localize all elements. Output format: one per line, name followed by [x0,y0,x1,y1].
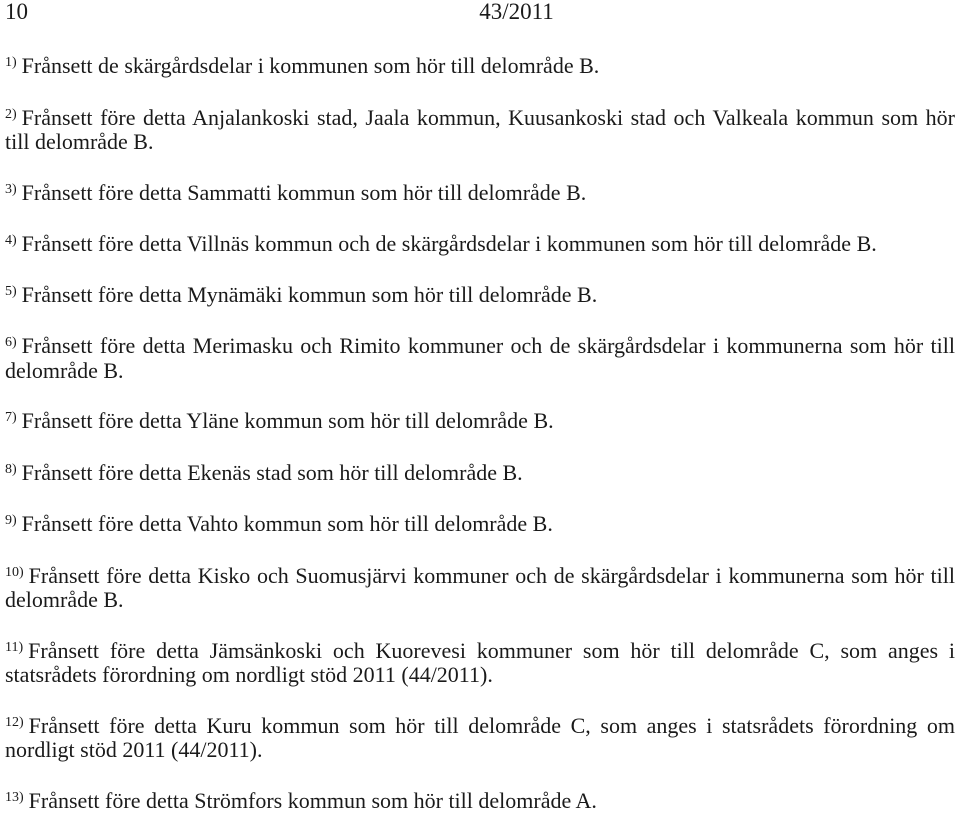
footnote-text: Frånsett före detta Kuru kommun som hör till delområde C, som anges i statsrådets förordning om nordligt stöd 2011 (44/2011). [5,712,955,762]
page-number: 10 [5,0,28,24]
footnote-13 [5,789,955,814]
footnote-10 [5,564,955,613]
footnote-text: Frånsett före detta Vahto kommun som hör till delområde B. [21,511,553,536]
footnote-marker: 12) [5,714,24,730]
footnote-marker: 10) [5,564,24,580]
footnote-9 [5,512,955,537]
footnote-marker: 13) [5,789,24,805]
footnote-marker: 3) [5,181,17,197]
footnote-marker: 6) [5,335,17,350]
footnote-11 [5,639,955,688]
document-number: 43/2011 [479,0,554,24]
footnote-marker: 8) [5,461,17,477]
footnote-text: Frånsett före detta Strömfors kommun som hör till delområde A. [28,787,597,813]
footnote-5 [5,283,955,308]
footnote-marker: 11) [5,639,24,655]
footnote-marker: 4) [5,233,17,248]
footnote-1 [5,54,955,79]
footnote-7 [5,409,955,434]
footnote-2 [5,106,955,155]
footnote-text: Frånsett före detta Ekenäs stad som hör till delområde B. [21,459,523,485]
footnote-text: Frånsett före detta Merimasku och Rimito kommuner och de skärgårdsdelar i kommunerna som hör till delområde B. [5,333,955,383]
footnote-marker: 5) [5,283,17,299]
footnote-marker: 2) [5,106,17,122]
footnote-text: Frånsett före detta Sammatti kommun som hör till delområde B. [21,179,587,205]
footnote-text: Frånsett de skärgårdsdelar i kommunen som hör till delområde B. [21,53,600,78]
footnote-text: Frånsett före detta Jämsänkoski och Kuorevesi kommuner som hör till delområde C, som anges i statsrådets förordning om nordligt stöd 2011 (44/2011). [5,637,955,687]
footnote-3 [5,181,955,206]
footnote-text: Frånsett före detta Yläne kommun som hör till delområde B. [21,408,554,433]
footnote-text: Frånsett före detta Anjalankoski stad, Jaala kommun, Kuusankoski stad och Valkeala kommun som hör till delområde B. [5,104,955,154]
footnote-text: Frånsett före detta Mynämäki kommun som hör till delområde B. [21,281,598,307]
footnote-list [5,54,955,840]
page-header [0,0,959,30]
footnote-8 [5,461,955,486]
footnote-marker: 9) [5,513,17,528]
footnote-12 [5,714,955,763]
footnote-marker: 7) [5,410,17,425]
footnote-text: Frånsett före detta Villnäs kommun och de skärgårdsdelar i kommunen som hör till delområde B. [21,231,877,256]
footnote-6 [5,334,955,383]
footnote-4 [5,232,955,257]
footnote-marker: 1) [5,55,17,70]
footnote-text: Frånsett före detta Kisko och Suomusjärvi kommuner och de skärgårdsdelar i kommunerna som hör till delområde B. [5,562,955,612]
